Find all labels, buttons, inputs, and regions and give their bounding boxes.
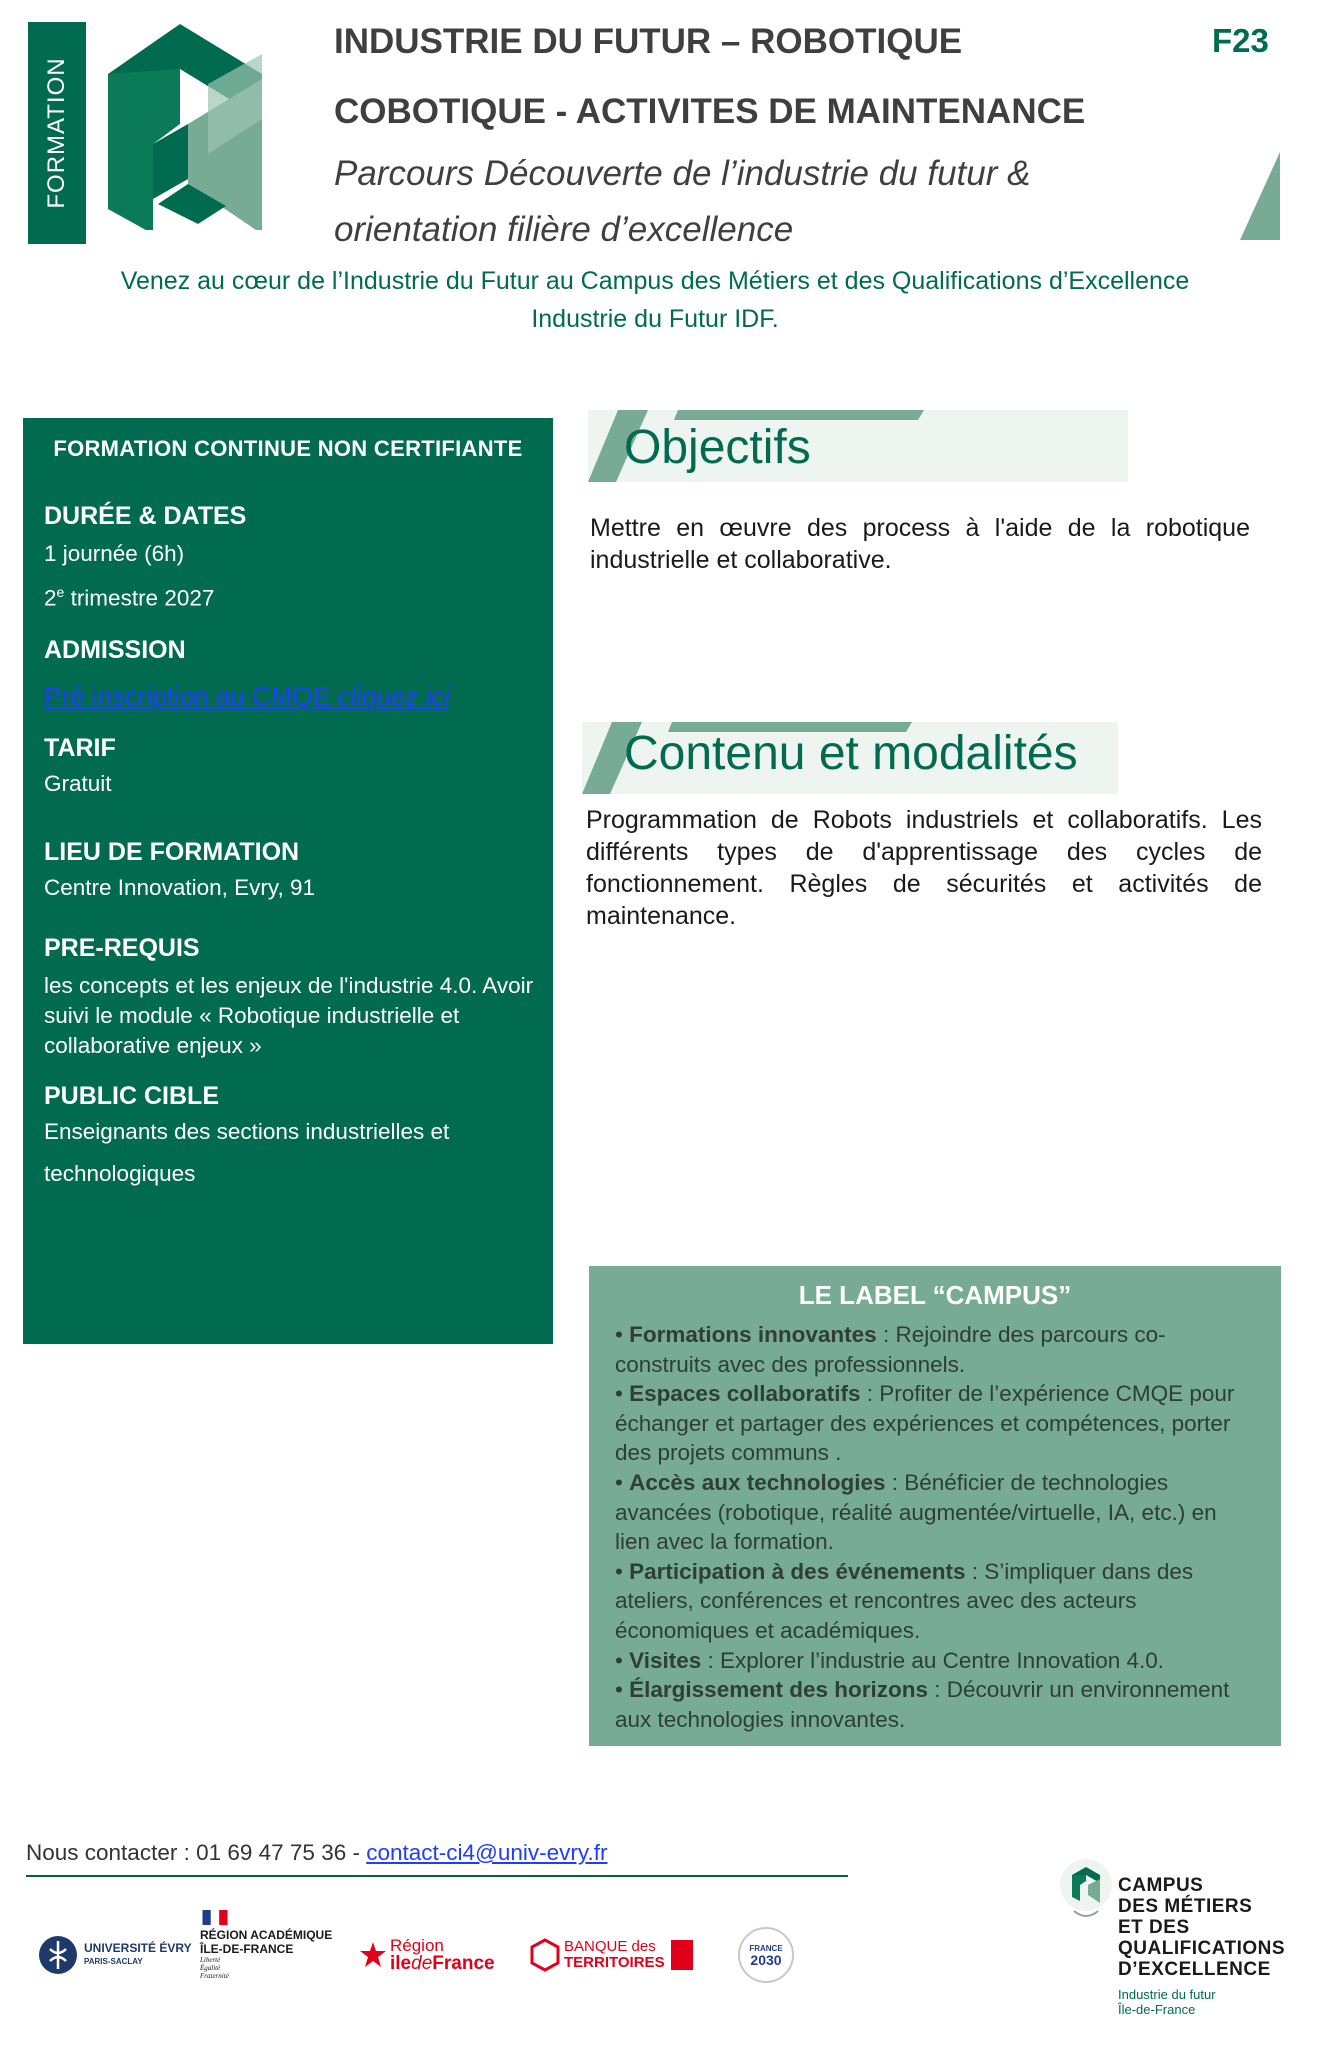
- banque-cdc-mark: [671, 1940, 693, 1970]
- contact-line: [26, 1840, 607, 1866]
- french-flag-icon: [200, 1910, 230, 1925]
- prerequis-section: [44, 934, 544, 1061]
- formation-side-bar: [28, 22, 86, 244]
- tarif-section: [44, 734, 544, 805]
- list-item-text: : Bénéficier de technologies avancées (robotique, réalité augmentée/virtuelle, IA, etc.) en lien avec la formation.: [615, 1469, 1217, 1555]
- cmq-line-5: D’EXCELLENCE: [1118, 1959, 1271, 1980]
- cmq-small-cube-icon: [1058, 1855, 1114, 1925]
- france-2030-badge: [738, 1927, 794, 1983]
- info-panel: [23, 418, 553, 1344]
- lieu-text: Centre Innovation, Evry, 91: [44, 875, 315, 900]
- cmq-text: [1118, 1875, 1285, 1980]
- region-star-icon: [360, 1942, 386, 1968]
- intro-text: [60, 262, 1250, 338]
- cmq-line-2: DES MÉTIERS: [1118, 1896, 1253, 1917]
- banque-line-2: TERRITOIRES: [564, 1954, 665, 1971]
- intro-line-2: Industrie du Futur IDF.: [531, 305, 779, 333]
- lieu-section: [44, 838, 544, 909]
- label-campus-title: LE LABEL “CAMPUS”: [798, 1280, 1072, 1310]
- region-academique-logo: [200, 1910, 332, 1980]
- list-item: • Visites : Explorer l’industrie au Centre Innovation 4.0.: [615, 1647, 1165, 1673]
- admission-link-text: Pré inscription au CMQE: [44, 681, 338, 711]
- academie-motto: Liberté Égalité Fraternité: [200, 1956, 229, 1980]
- list-item: • Élargissement des horizons : Découvrir un environnement aux technologies innovantes.: [615, 1677, 1230, 1732]
- footer-divider: [26, 1875, 848, 1877]
- lieu-title: LIEU DE FORMATION: [44, 838, 300, 866]
- duree-line-2-num: 2: [44, 585, 57, 611]
- formation-code: F23: [1212, 22, 1269, 59]
- list-item: • Formations innovantes : Rejoindre des parcours co-construits avec des professionnels.: [615, 1322, 1166, 1377]
- list-item-bold: Élargissement des horizons: [629, 1677, 928, 1703]
- evry-line-2: PARIS-SACLAY: [84, 1957, 143, 1966]
- list-item: • Espaces collaboratifs : Profiter de l’expérience CMQE pour échanger et partager des expériences et compétences, porter des projets communs .: [615, 1381, 1235, 1466]
- duree-section: [44, 502, 544, 620]
- france2030-line-1: FRANCE: [749, 1943, 783, 1953]
- contenu-text: Programmation de Robots industriels et collaboratifs. Les différents types de d'apprentissage des cycles de fonctionnement. Règles de sécurités et activités de maintenance.: [586, 806, 1262, 930]
- admission-link-italic: cliquez ici: [337, 681, 451, 711]
- list-item-bold: Espaces collaboratifs: [629, 1381, 861, 1407]
- cmq-line-4: QUALIFICATIONS: [1118, 1938, 1286, 1959]
- cmq-sub-1: Industrie du futur: [1118, 1987, 1216, 2002]
- info-panel-heading: FORMATION CONTINUE NON CERTIFIANTE: [53, 436, 523, 461]
- list-item-bold: Participation à des événements: [629, 1558, 966, 1584]
- list-item-text: : Profiter de l’expérience CMQE pour échanger et partager des expériences et compétences, porter des projets communs .: [615, 1381, 1235, 1466]
- list-item-text: : Explorer l’industrie au Centre Innovation 4.0.: [701, 1647, 1165, 1673]
- universite-evry-icon: [38, 1935, 78, 1975]
- list-item: • Accès aux technologies : Bénéficier de technologies avancées (robotique, réalité augmentée/virtuelle, IA, etc.) en lien avec la formation.: [615, 1469, 1217, 1555]
- cmq-subtitle: [1118, 1987, 1216, 2017]
- label-campus-list: [615, 1320, 1245, 1734]
- academie-line-1: RÉGION ACADÉMIQUE: [200, 1928, 333, 1942]
- corner-triangle-decoration: [1240, 152, 1280, 240]
- prerequis-title: PRE-REQUIS: [44, 934, 200, 962]
- prerequis-text: les concepts et les enjeux de l'industrie 4.0. Avoir suivi le module « Robotique industrielle et collaborative enjeux »: [44, 973, 534, 1058]
- objectifs-heading: Objectifs: [624, 421, 811, 474]
- cmq-campus-logo: [1058, 1855, 1288, 2015]
- duree-line-1: 1 journée (6h): [44, 541, 185, 566]
- cmq-line-3: ET DES: [1118, 1917, 1190, 1938]
- formation-side-label: FORMATION: [43, 57, 70, 209]
- region-line-2a: ile: [390, 1952, 412, 1974]
- list-item-text: : Découvrir un environnement aux technologies innovantes.: [615, 1677, 1230, 1732]
- public-title: PUBLIC CIBLE: [44, 1082, 219, 1110]
- contenu-heading: Contenu et modalités: [624, 727, 1078, 780]
- label-campus-box: [589, 1266, 1281, 1746]
- subtitle-line-1: Parcours Découverte de l’industrie du futur &: [334, 154, 1031, 193]
- banque-territoires-logo: [530, 1920, 693, 1990]
- public-section: [44, 1082, 544, 1195]
- list-item-bold: Accès aux technologies: [629, 1469, 886, 1495]
- academie-line-2: ÎLE-DE-FRANCE: [200, 1942, 294, 1956]
- duree-line-2-sup: e: [56, 584, 65, 600]
- title-line-1: INDUSTRIE DU FUTUR – ROBOTIQUE: [334, 22, 963, 61]
- universite-evry-logo: [38, 1920, 192, 1990]
- intro-line-1: Venez au cœur de l’Industrie du Futur au Campus des Métiers et des Qualifications d’Excellence: [120, 267, 1190, 295]
- region-line-2b: de: [411, 1952, 433, 1974]
- duree-line-2: [44, 571, 544, 620]
- region-idf-logo: [360, 1920, 495, 1990]
- title-line-2: COBOTIQUE - ACTIVITES DE MAINTENANCE: [334, 92, 1086, 131]
- france-2030-logo: [738, 1920, 794, 1990]
- list-item-text: : Rejoindre des parcours co-construits avec des professionnels.: [615, 1322, 1166, 1377]
- cmq-cube-logo: [108, 24, 262, 230]
- public-line-2: technologiques: [44, 1161, 196, 1186]
- contact-email-link[interactable]: contact-ci4@univ-evry.fr: [366, 1840, 608, 1865]
- duree-line-2-rest: trimestre 2027: [64, 585, 215, 611]
- region-line-1: Région: [390, 1935, 444, 1955]
- region-line-2c: France: [432, 1952, 495, 1974]
- admission-title: ADMISSION: [44, 636, 186, 664]
- admission-section: [44, 636, 544, 712]
- contact-prefix: Nous contacter : 01 69 47 75 36 -: [26, 1840, 367, 1865]
- france2030-line-2: 2030: [750, 1951, 782, 1968]
- list-item-text: : S’impliquer dans des ateliers, conférences et rencontres avec des acteurs économiques et académiques.: [615, 1558, 1194, 1643]
- admission-link[interactable]: [44, 681, 450, 712]
- tarif-text: Gratuit: [44, 771, 112, 796]
- public-line-1: Enseignants des sections industrielles et: [44, 1119, 450, 1144]
- banque-line-1: BANQUE des: [564, 1938, 656, 1955]
- tarif-title: TARIF: [44, 734, 116, 762]
- duree-title: DURÉE & DATES: [44, 502, 247, 530]
- cmq-sub-2: Île-de-France: [1118, 2002, 1196, 2017]
- subtitle-line-2: orientation filière d’excellence: [334, 210, 794, 249]
- evry-line-1: UNIVERSITÉ ÉVRY: [84, 1941, 192, 1955]
- region-line-2: [390, 1954, 495, 1974]
- cmq-line-1: CAMPUS: [1118, 1875, 1204, 1896]
- list-item: • Participation à des événements : S’impliquer dans des ateliers, conférences et rencontres avec des acteurs économiques et académiques.: [615, 1558, 1194, 1643]
- list-item-bold: Formations innovantes: [629, 1322, 877, 1347]
- list-item-bold: Visites: [629, 1647, 702, 1673]
- objectifs-text: Mettre en œuvre des process à l'aide de la robotique industrielle et collaborative.: [590, 514, 1250, 574]
- banque-hexagon-icon: [530, 1938, 560, 1972]
